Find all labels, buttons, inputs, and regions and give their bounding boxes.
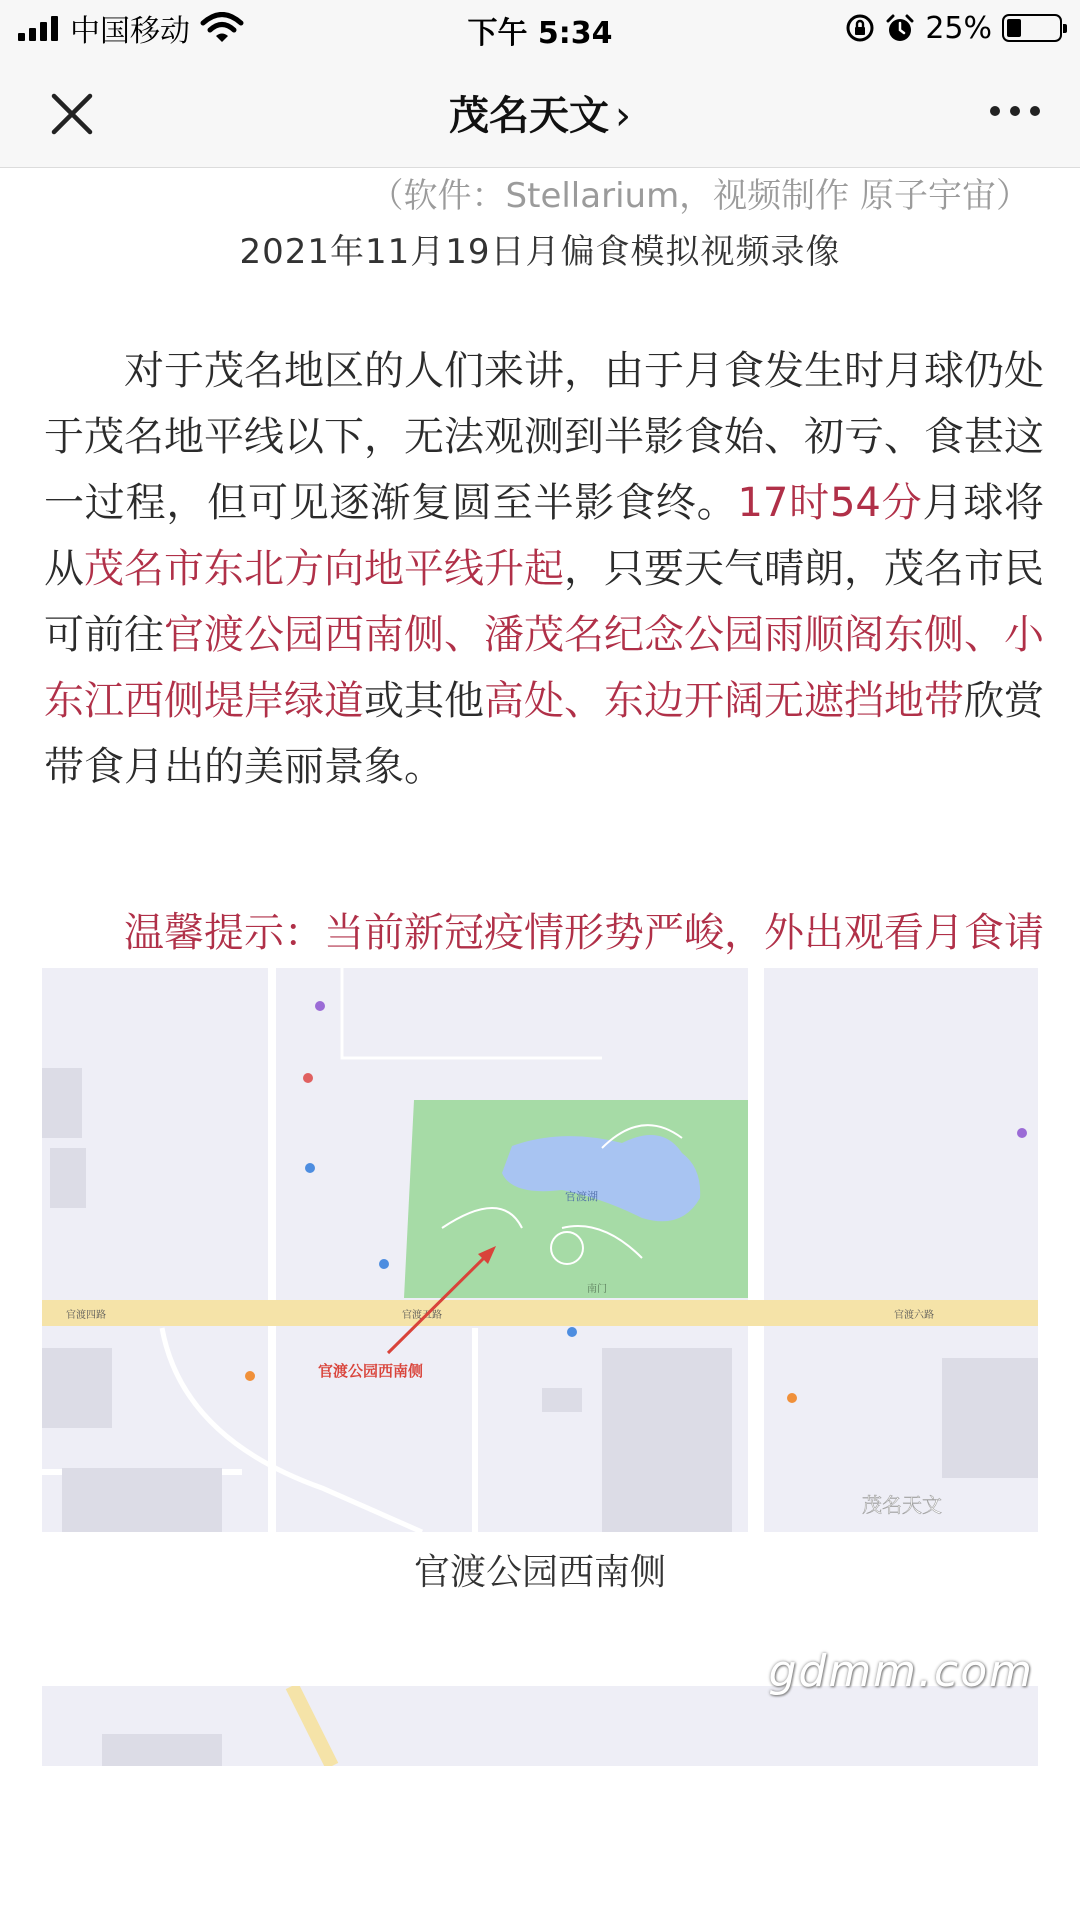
building [42, 1068, 82, 1138]
text-span: 月球将从 [44, 480, 1045, 592]
nav-bar [0, 56, 1080, 168]
annotation-label: 官渡公园西南侧 [318, 1362, 424, 1380]
main-road [42, 1300, 1038, 1326]
map-pin-icon [379, 1259, 389, 1269]
more-icon[interactable] [990, 106, 1040, 116]
road [748, 968, 764, 1532]
alarm-icon [885, 13, 915, 43]
building [62, 1468, 222, 1532]
map-pin-icon [315, 1001, 325, 1011]
wifi-icon [200, 12, 244, 44]
text-span: 或其他 [364, 678, 484, 724]
building [50, 1148, 86, 1208]
poi-label: 南门 [587, 1284, 607, 1295]
building [602, 1348, 732, 1532]
highlight-terrain: 高处、东边开阔无遮挡地带 [484, 678, 964, 724]
road-label: 官渡四路 [66, 1310, 106, 1321]
map-pin-icon [787, 1393, 797, 1403]
battery-level [1007, 19, 1021, 37]
status-bar [0, 0, 1080, 56]
account-name: 茂名天文 [449, 93, 609, 139]
highlight-locations: 官渡公园西南侧、潘茂名纪念公园雨顺阁东侧、小东江西侧堤岸绿道 [44, 612, 1044, 724]
carrier-name: 中国移动 [70, 14, 190, 49]
paragraph-warning: 温馨提示：当前新冠疫情形势严峻，外出观看月食请 [124, 910, 1044, 956]
road [472, 1328, 478, 1532]
map-image[interactable] [42, 968, 1038, 1532]
building [542, 1388, 582, 1412]
highlight-direction: 茂名市东北方向地平线升起 [84, 546, 564, 592]
video-caption: 2021年11月19日月偏食模拟视频录像 [239, 232, 841, 272]
battery-icon [1002, 14, 1062, 42]
text-span: 欣赏带食月出的美丽景象。 [44, 678, 1044, 790]
orientation-lock-icon [845, 13, 875, 43]
map-pin-icon [567, 1327, 577, 1337]
battery-percent: 25% [925, 10, 992, 46]
road [292, 1686, 332, 1766]
status-right [845, 8, 1062, 48]
building [942, 1358, 1038, 1478]
text-span: ，只要天气晴朗，茂名市民可前往 [44, 546, 1044, 658]
map-pin-icon [303, 1073, 313, 1083]
status-left [18, 8, 244, 48]
text-span: 对于茂名地区的人们来讲，由于月食发生时月球仍处于茂名地平线以下，无法观测到半影食始、初亏、食甚这一过程，但可见逐渐复圆至半影食终。 [44, 348, 1044, 526]
video-credit: （软件：Stellarium，视频制作 原子宇宙） [369, 176, 1030, 216]
map-graphic [42, 1686, 1038, 1766]
map-caption: 官渡公园西南侧 [413, 1552, 666, 1593]
map-watermark: 茂名天文 [862, 1493, 942, 1517]
status-time: 下午 5:34 [467, 16, 613, 51]
account-title[interactable] [0, 84, 1080, 141]
building [102, 1734, 222, 1766]
signal-icon [18, 15, 58, 41]
map-graphic [42, 968, 1038, 1532]
site-watermark: gdmm.com [768, 1646, 1034, 1697]
paragraph-viewing-info [44, 338, 1044, 800]
chevron-right-icon: › [615, 93, 631, 139]
road-label: 官渡六路 [894, 1310, 934, 1321]
road [342, 968, 602, 1058]
second-map-image[interactable] [42, 1686, 1038, 1766]
road-label: 官渡五路 [402, 1310, 442, 1321]
map-pin-icon [305, 1163, 315, 1173]
map-pin-icon [1017, 1128, 1027, 1138]
map-pin-icon [245, 1371, 255, 1381]
building [42, 1348, 112, 1428]
highlight-time: 17时54分 [737, 480, 923, 526]
road [268, 968, 276, 1532]
poi-label: 官渡湖 [565, 1190, 598, 1203]
